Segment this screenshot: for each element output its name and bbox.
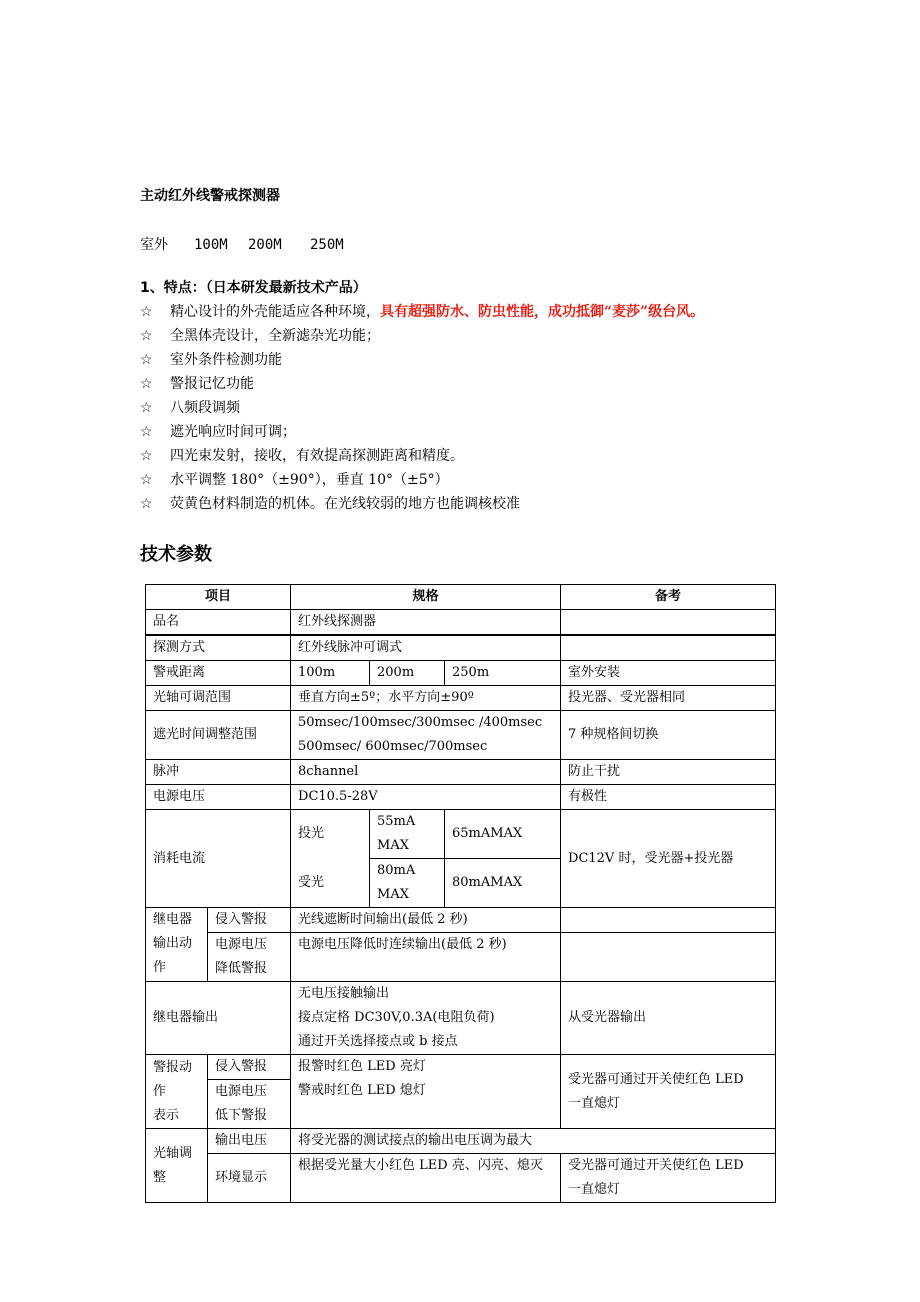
feature-item <box>140 493 520 513</box>
feature-highlight: 具有超强防水、防虫性能，成功抵御“麦莎”级台风。 <box>380 304 705 320</box>
row-value: 垂直方向±5º；水平方向±90º <box>291 686 561 711</box>
table-row <box>146 1055 776 1080</box>
star-icon: ☆ <box>140 304 153 320</box>
range-line <box>140 234 344 254</box>
row-note <box>561 908 776 933</box>
current-tx-value: 55mA MAX <box>370 810 445 859</box>
sub-label: 电源电压 低下警报 <box>208 1080 291 1129</box>
row-label: 警戒距离 <box>146 661 291 686</box>
header-item: 项目 <box>146 585 291 610</box>
star-icon: ☆ <box>140 472 153 488</box>
sub-label: 侵入警报 <box>208 1055 291 1080</box>
current-rx-value: 80mA MAX <box>370 859 445 908</box>
feature-text: 室外条件检测功能 <box>170 352 282 368</box>
row-label: 遮光时间调整范围 <box>146 711 291 760</box>
row-note: 防止干扰 <box>561 760 776 785</box>
star-icon: ☆ <box>140 448 153 464</box>
range-250m: 250M <box>310 237 344 253</box>
row-value <box>291 711 561 760</box>
feature-item <box>140 349 282 369</box>
star-icon: ☆ <box>140 400 153 416</box>
row-value: 红外线探测器 <box>291 610 561 635</box>
row-label: 光轴可调范围 <box>146 686 291 711</box>
row-label: 继电器输出 <box>146 982 291 1055</box>
table-row <box>146 1129 776 1154</box>
table-row <box>146 785 776 810</box>
table-row <box>146 982 776 1055</box>
row-value: 根据受光量大小红色 LED 亮、闪亮、熄灭 <box>291 1154 561 1203</box>
feature-text: 精心设计的外壳能适应各种环境， <box>170 304 380 320</box>
table-header-row <box>146 585 776 610</box>
row-label: 脉冲 <box>146 760 291 785</box>
row-note: 受光器可通过开关使红色 LED 一直熄灯 <box>561 1154 776 1203</box>
row-value: 红外线脉冲可调式 <box>291 636 561 661</box>
row-label: 继电器 输出动 作 <box>146 908 208 982</box>
feature-text: 四光束发射，接收，有效提高探测距离和精度。 <box>170 448 464 464</box>
value-line: 50msec/100msec/300msec /400msec <box>298 715 543 730</box>
table-row <box>146 610 776 635</box>
feature-item <box>140 373 254 393</box>
feature-text: 遮光响应时间可调； <box>170 424 296 440</box>
feature-text: 警报记忆功能 <box>170 376 254 392</box>
row-value: 200m <box>370 661 445 686</box>
feature-item <box>140 325 380 345</box>
range-location: 室外 <box>140 237 168 253</box>
table-row <box>146 1154 776 1203</box>
star-icon: ☆ <box>140 496 153 512</box>
current-tx-label: 投光 <box>291 810 370 859</box>
feature-text: 水平调整 180°（±90°），垂直 10°（±5°） <box>170 472 449 488</box>
row-value: DC10.5-28V <box>291 785 561 810</box>
table-row <box>146 933 776 982</box>
table-row <box>146 636 776 661</box>
row-note: 从受光器输出 <box>561 982 776 1055</box>
row-value: 报警时红色 LED 亮灯 警戒时红色 LED 熄灯 <box>291 1055 561 1129</box>
sub-label: 侵入警报 <box>208 908 291 933</box>
row-value: 将受光器的测试接点的输出电压调为最大 <box>291 1129 776 1154</box>
row-label: 探测方式 <box>146 636 291 661</box>
feature-text: 荧黄色材料制造的机体。在光线较弱的地方也能调核校准 <box>170 496 520 512</box>
table-row <box>146 711 776 760</box>
document-title: 主动红外线警戒探测器 <box>140 188 280 204</box>
row-label: 电源电压 <box>146 785 291 810</box>
row-value: 光线遮断时间输出(最低 2 秒) <box>291 908 561 933</box>
table-row <box>146 810 776 859</box>
row-value: 250m <box>445 661 561 686</box>
star-icon: ☆ <box>140 376 153 392</box>
row-label: 品名 <box>146 610 291 635</box>
row-label: 警报动 作 表示 <box>146 1055 208 1129</box>
feature-item <box>140 445 464 465</box>
row-note: 室外安装 <box>561 661 776 686</box>
header-note: 备考 <box>561 585 776 610</box>
current-tx-value: 65mAMAX <box>445 810 561 859</box>
feature-item <box>140 469 449 489</box>
row-note: 受光器可通过开关使红色 LED 一直熄灯 <box>561 1055 776 1129</box>
sub-label: 输出电压 <box>208 1129 291 1154</box>
spec-table <box>145 584 776 1203</box>
table-row <box>146 760 776 785</box>
row-note: 7 种规格间切换 <box>561 711 776 760</box>
row-value: 8channel <box>291 760 561 785</box>
row-note <box>561 610 776 635</box>
range-200m: 200M <box>248 237 282 253</box>
sub-label: 环境显示 <box>208 1154 291 1203</box>
header-spec: 规格 <box>291 585 561 610</box>
row-note: DC12V 时，受光器+投光器 <box>561 810 776 908</box>
feature-text: 八频段调频 <box>170 400 240 416</box>
row-value: 无电压接触输出 接点定格 DC30V,0.3A(电阻负荷) 通过开关选择接点或 b 接点 <box>291 982 561 1055</box>
feature-item <box>140 301 704 321</box>
row-note <box>561 636 776 661</box>
row-label: 消耗电流 <box>146 810 291 908</box>
sub-label: 电源电压 降低警报 <box>208 933 291 982</box>
current-rx-label: 受光 <box>291 859 370 908</box>
star-icon: ☆ <box>140 424 153 440</box>
current-rx-value: 80mAMAX <box>445 859 561 908</box>
value-line: 500msec/ 600msec/700msec <box>298 739 488 754</box>
star-icon: ☆ <box>140 352 153 368</box>
row-value: 电源电压降低时连续输出(最低 2 秒) <box>291 933 561 982</box>
table-row <box>146 908 776 933</box>
params-heading: 技术参数 <box>140 544 212 565</box>
table-row <box>146 661 776 686</box>
row-value: 100m <box>291 661 370 686</box>
table-row <box>146 686 776 711</box>
features-heading: 1、特点：（日本研发最新技术产品） <box>140 280 367 296</box>
row-note: 有极性 <box>561 785 776 810</box>
star-icon: ☆ <box>140 328 153 344</box>
row-label: 光轴调 整 <box>146 1129 208 1203</box>
range-100m: 100M <box>194 237 228 253</box>
row-note: 投光器、受光器相同 <box>561 686 776 711</box>
feature-item <box>140 421 296 441</box>
feature-item <box>140 397 240 417</box>
row-note <box>561 933 776 982</box>
feature-text: 全黑体壳设计，全新滤杂光功能； <box>170 328 380 344</box>
